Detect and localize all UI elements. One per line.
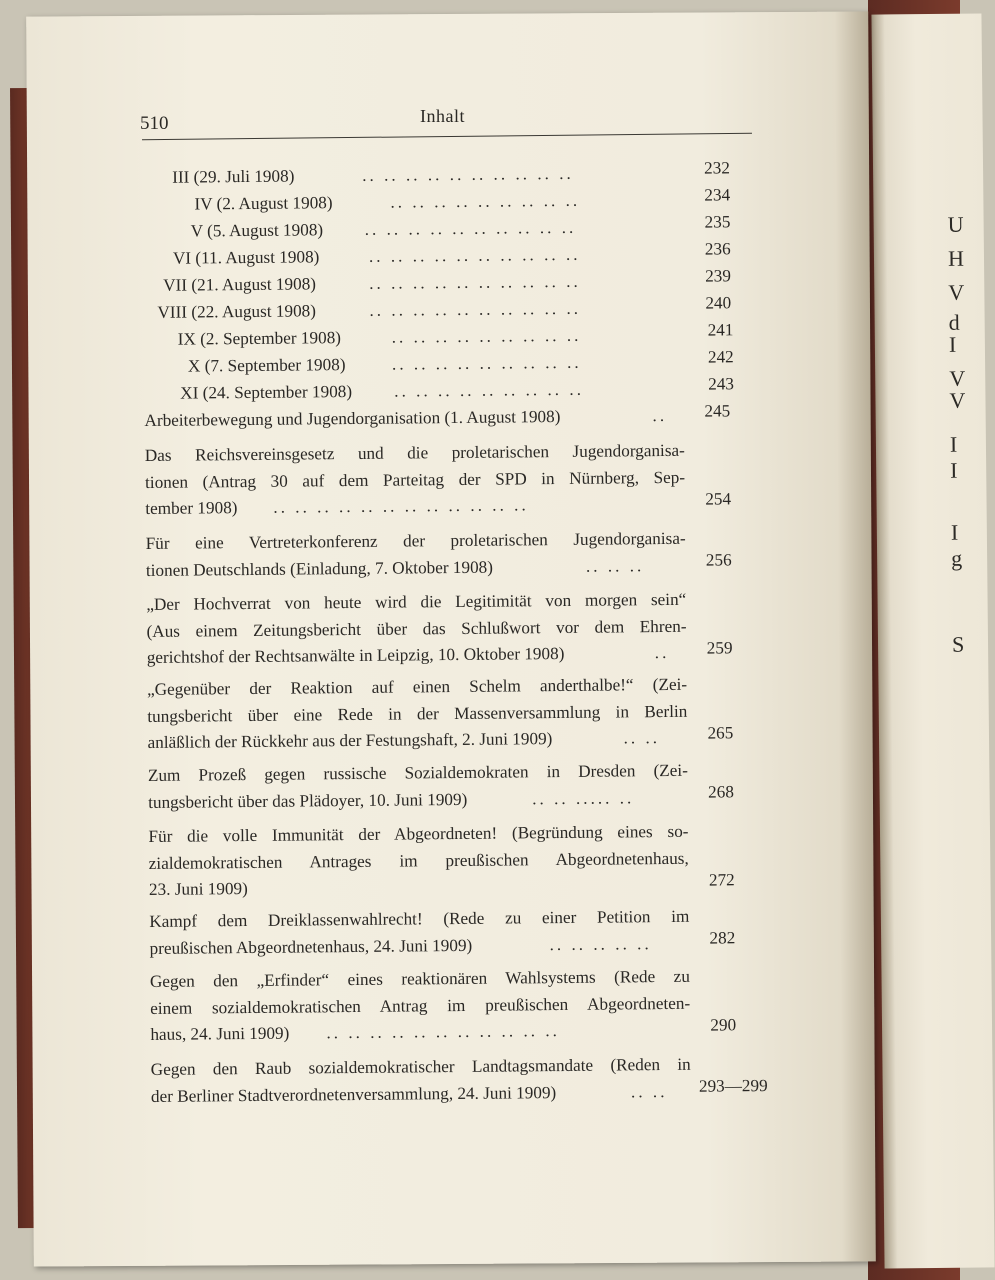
leader-dots: .. .. .. .. .. .. .. .. ..	[391, 325, 582, 347]
facing-page-char: V	[948, 279, 965, 305]
toc-entry-line: tember 1908)	[145, 498, 238, 518]
toc-entry-line: „Gegenüber der Reaktion auf einen Schelm anderthalbe!“ (Zei-	[146, 674, 688, 699]
toc-page-number: 256	[705, 550, 732, 570]
toc-page-number: 243	[708, 374, 735, 394]
facing-page-char: S	[951, 631, 965, 657]
toc-subentry-label: III (29. Juli 1908)	[172, 166, 295, 187]
toc-entry-line: Gegen den Raub sozialdemokratischer Landtagsmandate (Reden in	[150, 1054, 691, 1079]
toc-page-number: 268	[708, 782, 734, 802]
toc-entry	[144, 401, 731, 438]
toc-entry	[149, 966, 737, 1052]
toc-entry-line: der Berliner Stadtverordnetenversammlung, 24. Juni 1909)	[150, 1082, 557, 1106]
toc-entry-line: Für die volle Immunität der Abgeordneten! (Begründung eines so-	[148, 821, 689, 846]
leader-dots: ..	[654, 642, 670, 663]
toc-page-number: 293—299	[698, 1076, 768, 1096]
toc-subentry	[190, 212, 733, 247]
leader-dots: .. ..	[623, 728, 661, 748]
toc-subentry	[194, 185, 732, 220]
toc-entry-line: Arbeiterbewegung und Jugendorganisation (1. August 1908)	[144, 406, 561, 430]
toc-page-number: 240	[705, 293, 732, 313]
toc-subentry	[180, 374, 735, 409]
facing-page-char: I	[948, 331, 957, 357]
toc-entry	[147, 760, 734, 819]
toc-entry-line: tungsbericht über eine Rede in der Massenversammlung in Berlin	[147, 701, 688, 726]
toc-subentry-label: XI (24. September 1908)	[180, 381, 353, 403]
facing-page-char: I	[950, 457, 958, 483]
toc-entry-line: tungsbericht über das Plädoyer, 10. Juni 1909)	[148, 789, 468, 812]
toc-entry-line: Gegen den „Erfinder“ eines reaktionären Wahlsystems (Rede zu	[149, 966, 690, 991]
toc-subentry-label: IV (2. August 1908)	[194, 193, 333, 214]
toc-page-number: 272	[708, 870, 735, 890]
toc-subentry	[187, 347, 734, 382]
toc-entry-line: haus, 24. Juni 1909)	[150, 1023, 290, 1044]
toc-entry-line: tionen Deutschlands (Einladung, 7. Oktober 1908)	[145, 557, 494, 580]
toc-entry	[150, 1054, 768, 1113]
toc-page-number: 259	[706, 638, 733, 658]
running-head: Inhalt	[420, 106, 465, 126]
toc-subentry	[177, 320, 734, 355]
toc-entry-line: „Der Hochverrat von heute wird die Legitimität von morgen sein“	[146, 589, 687, 614]
toc-entry-line: tionen (Antrag 30 auf dem Parteitag der SPD in Nürnberg, Sep-	[144, 467, 686, 492]
page-number: 510	[140, 113, 169, 134]
leader-dots: .. .. .. .. .. .. .. .. .. ..	[364, 217, 577, 239]
toc-subentry	[163, 266, 733, 301]
toc-subentry-label: VIII (22. August 1908)	[157, 301, 317, 322]
toc-page-number: 245	[704, 401, 731, 421]
toc-entry-line: preußischen Abgeordnetenhaus, 24. Juni 1909)	[149, 935, 473, 958]
leader-dots: .. .. .. .. ..	[549, 933, 652, 954]
toc-entry-line: Kampf dem Dreiklassenwahlrecht! (Rede zu einer Petition im	[149, 906, 690, 931]
toc-page-number: 239	[705, 266, 732, 286]
leader-dots: .. .. .. .. .. .. .. .. ..	[390, 190, 581, 212]
leader-dots: ..	[652, 405, 668, 426]
leader-dots: .. .. .. .. .. .. .. .. .. ..	[368, 244, 581, 266]
toc-subentry-label: VI (11. August 1908)	[172, 247, 320, 268]
toc-entry	[149, 906, 736, 965]
facing-page-char: I	[949, 431, 958, 457]
toc-subentry-label: VII (21. August 1908)	[163, 274, 317, 295]
toc-entry-line: einem sozialdemokratischen Antrag im preußischen Abgeordneten-	[150, 993, 691, 1018]
toc-entry-line: gerichtshof der Rechtsanwälte in Leipzig, 10. Oktober 1908)	[146, 643, 565, 667]
leader-dots: .. .. .. .. .. .. .. .. .. ..	[362, 163, 574, 185]
leader-dots: .. .. .. .. .. .. .. .. .. .. ..	[326, 1021, 560, 1043]
toc-page-number: 241	[707, 320, 734, 340]
facing-page-char: V	[949, 387, 966, 413]
leader-dots: .. .. .. .. .. .. .. .. ..	[394, 379, 585, 401]
leader-dots: .. .. .. .. .. .. .. .. .. ..	[369, 271, 581, 293]
toc-entry	[148, 821, 735, 907]
toc-entry-line: Zum Prozeß gegen russische Sozialdemokraten in Dresden (Zei-	[147, 760, 688, 785]
facing-page-char: H	[947, 245, 965, 271]
toc-page-number: 290	[710, 1015, 737, 1035]
toc-page-number: 232	[704, 158, 730, 178]
toc-subentry	[172, 158, 732, 193]
toc-entry-line: anläßlich der Rückkehr aus der Festungshaft, 2. Juni 1909)	[147, 729, 553, 752]
toc-subentry-label: V (5. August 1908)	[190, 220, 324, 241]
leader-dots: .. .. .. .. .. .. .. .. ..	[391, 352, 582, 374]
toc-page-number: 242	[707, 347, 734, 367]
leader-dots: .. ..	[630, 1081, 668, 1101]
toc-entry-line: Für eine Vertreterkonferenz der proletarischen Jugendorganisa-	[145, 528, 686, 553]
facing-page	[871, 13, 994, 1268]
facing-page-char: U	[947, 211, 964, 237]
toc-entry-line: zialdemokratischen Antrages im preußischen Abgeordnetenhaus,	[148, 848, 689, 873]
toc-entry	[145, 528, 732, 587]
toc-page-number: 234	[704, 185, 731, 205]
toc-entry	[146, 589, 733, 675]
toc-entry-line: 23. Juni 1909)	[148, 879, 248, 899]
toc-subentry-label: X (7. September 1908)	[187, 355, 346, 376]
toc-page-number: 235	[704, 212, 731, 232]
leader-dots: .. .. ..... ..	[532, 787, 635, 808]
toc-subentry	[157, 293, 733, 329]
toc-page-number: 254	[705, 489, 732, 509]
toc-entry-line: (Aus einem Zeitungsbericht über das Schlußwort vor dem Ehren-	[146, 616, 687, 641]
leader-dots: .. .. ..	[585, 555, 645, 576]
toc-entry	[146, 674, 734, 760]
toc-page-number: 265	[707, 723, 734, 743]
toc-page-number: 282	[709, 928, 736, 948]
toc-subentry-label: IX (2. September 1908)	[177, 328, 342, 349]
toc-entry-line: Das Reichsvereinsgesetz und die proletarischen Jugendorganisa-	[144, 440, 685, 465]
facing-page-char: g	[951, 545, 963, 571]
toc-entry	[144, 440, 732, 526]
toc-page-number: 236	[704, 239, 731, 259]
facing-page-char: I	[950, 519, 959, 545]
toc-subentry	[172, 239, 733, 274]
facing-page-char: d	[948, 309, 960, 335]
leader-dots: .. .. .. .. .. .. .. .. .. ..	[369, 298, 582, 320]
facing-page-char: V	[949, 365, 966, 391]
leader-dots: .. .. .. .. .. .. .. .. .. .. .. ..	[273, 495, 529, 517]
